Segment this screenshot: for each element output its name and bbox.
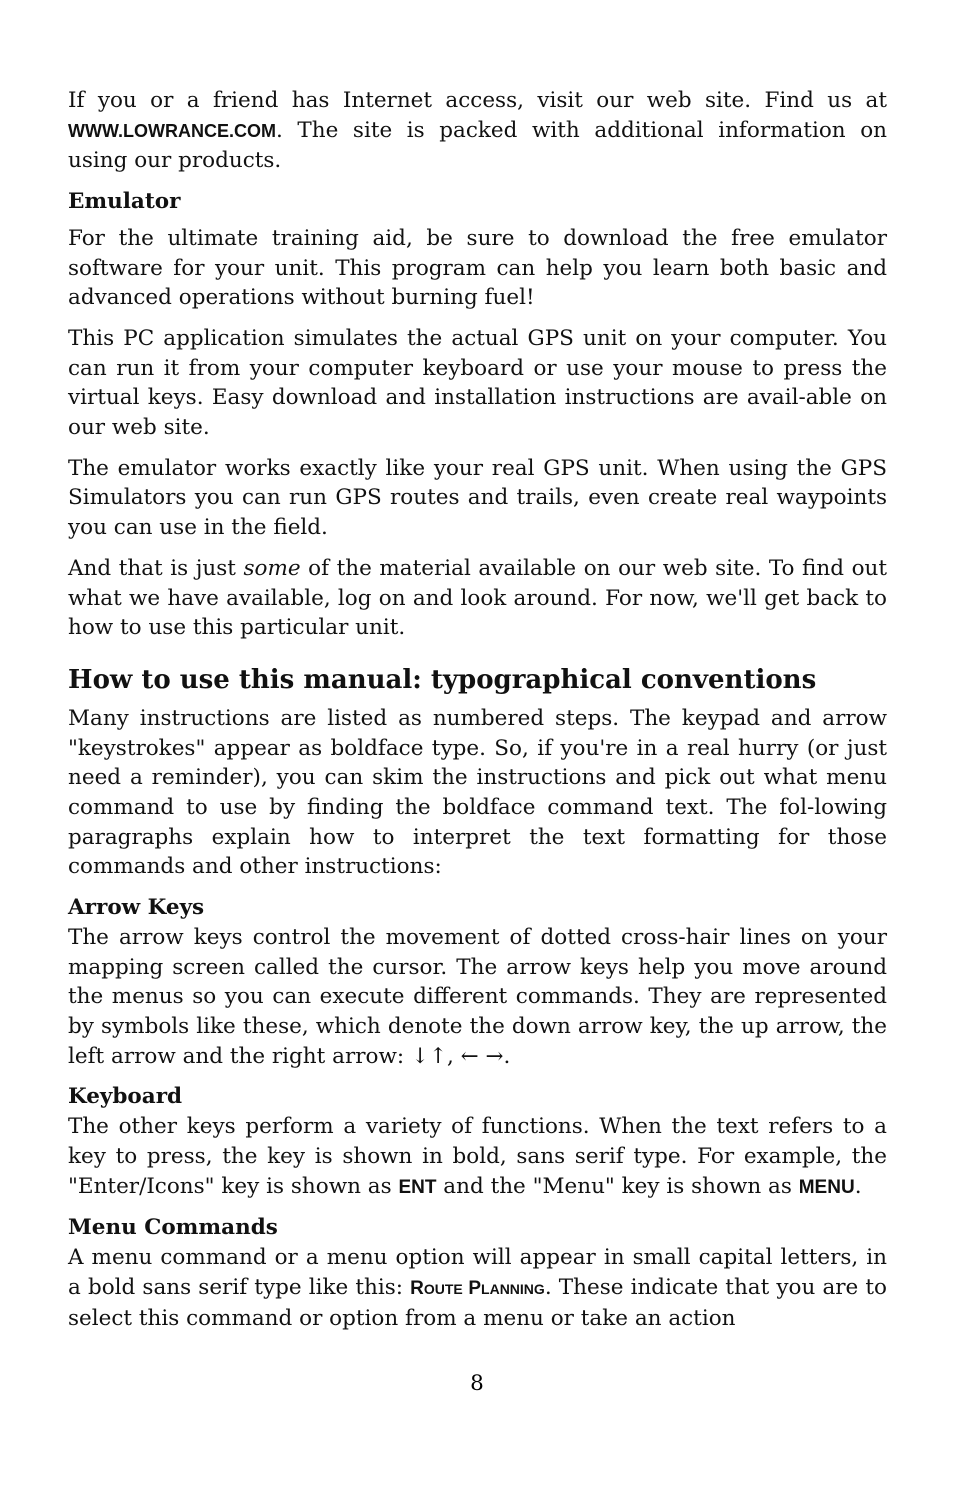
menu-commands-text-end: . These indicate that you are to select this command or option from a menu or take an action (68, 1274, 887, 1332)
intro-text-end: . The site is packed with additional information on using our products. (68, 117, 887, 174)
route-planning-command (410, 1278, 545, 1299)
cmd-lanning: LANNING (481, 1280, 545, 1297)
cmd-p: P (468, 1277, 482, 1299)
cmd-oute: OUTE (423, 1280, 463, 1297)
emulator-paragraph-2: This PC application simulates the actual GPS unit on your computer. You can run it from your computer keyboard or use your mouse to press the virtual keys. Easy download and installation instructions are avail-able on our web site. (68, 325, 887, 441)
p4-text: And that is just (68, 555, 244, 581)
keyboard-paragraph (68, 1112, 887, 1202)
arrow-keys-end: . (503, 1043, 511, 1069)
menu-commands-heading: Menu Commands (68, 1215, 278, 1241)
page-number: 8 (470, 1371, 484, 1396)
emulator-paragraph-4 (68, 554, 887, 643)
emulator-paragraph-1: For the ultimate training aid, be sure to download the free emulator software for your unit. This program can help you learn both basic and advanced operations without burning fuel! (68, 225, 887, 311)
website-link[interactable]: WWW.LOWRANCE.COM (68, 120, 276, 141)
keyboard-text: The other keys perform a variety of functions. When the text refers to a key to press, the key is shown in bold, sans serif type. For example, the "Enter/Icons" key is shown as (68, 1114, 887, 1199)
cmd-r: R (410, 1277, 424, 1299)
arrow-keys-paragraph (68, 923, 887, 1072)
section-heading: How to use this manual: typographical conventions (68, 664, 817, 695)
menu-key-label: MENU (798, 1176, 855, 1198)
p4-emphasis: some (243, 555, 301, 581)
keyboard-end: . (854, 1173, 862, 1199)
intro-paragraph (68, 86, 887, 176)
arrow-keys-heading: Arrow Keys (68, 895, 205, 921)
menu-commands-paragraph (68, 1243, 887, 1334)
emulator-heading: Emulator (68, 189, 181, 215)
menu-commands-text: A menu command or a menu option will appear in small capital letters, in a bold sans serif type like this: (68, 1244, 887, 1300)
intro-text: If you or a friend has Internet access, visit our web site. Find us at (68, 88, 887, 113)
arrow-symbols: ↓↑, ← → (410, 1043, 504, 1069)
arrow-keys-text: The arrow keys control the movement of dotted cross-hair lines on your mapping screen called the cursor. The arrow keys help you move around the menus so you can execute different commands. They are represented by symbols like these, which denote the down arrow key, the up arrow, the left arrow and the right arrow: (68, 924, 887, 1069)
emulator-paragraph-3: The emulator works exactly like your real GPS unit. When using the GPS Simulators you can run GPS routes and trails, even create real waypoints you can use in the field. (68, 455, 887, 541)
ent-key-label: ENT (398, 1176, 437, 1198)
manual-page (68, 86, 887, 1345)
conventions-paragraph: Many instructions are listed as numbered steps. The keypad and arrow "keystrokes" appear as boldface type. So, if you're in a real hurry (or just need a reminder), you can skim the instructions and pick out what menu command to use by finding the boldface command text. The fol-lowing paragraphs explain how to interpret the text formatting for those commands and other instructions: (68, 705, 887, 880)
keyboard-heading: Keyboard (68, 1084, 183, 1110)
p4-text-end: of the material available on our web site. To find out what we have available, log on and look around. For now, we'll get back to how to use this particular unit. (68, 555, 887, 641)
keyboard-text-mid: and the "Menu" key is shown as (436, 1173, 799, 1199)
